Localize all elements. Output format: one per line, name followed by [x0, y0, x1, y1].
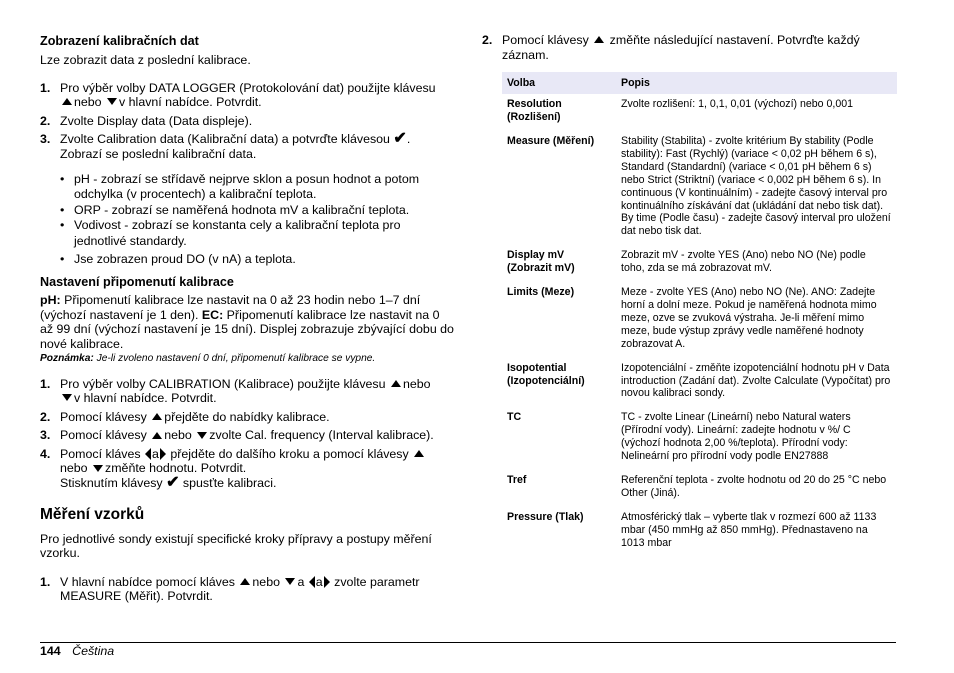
- bullet-list: [40, 172, 455, 268]
- footer-divider: [40, 642, 896, 643]
- table-row: [502, 94, 897, 131]
- right-column: [482, 33, 898, 556]
- step-item: 2. Pomocí klávesy změňte následující nastavení. Potvrďte každý záznam.: [482, 33, 860, 62]
- up-arrow-icon: [594, 36, 604, 43]
- step-item: 2. Pomocí klávesy přejděte do nabídky kalibrace.: [40, 409, 330, 424]
- checkmark-icon: ✔: [166, 474, 180, 492]
- right-arrow-icon: [160, 448, 166, 460]
- table-cell-option: TC: [507, 411, 522, 424]
- table-cell-option: Resolution (Rozlišení): [507, 98, 562, 124]
- table-cell-description: Meze - zvolte YES (Ano) nebo NO (Ne). ANO: Zadejte horní a dolní meze. Pokud je naměřená hodnota mimo meze, ozve se zvuková výstraha. Je-li měření mimo meze, bude výstup zprávy vedle naměřené hodnoty zobrazovat A.: [621, 286, 877, 350]
- table-row: [502, 131, 897, 245]
- steps-measurement: [40, 575, 455, 604]
- down-arrow-icon: [285, 578, 295, 585]
- checkmark-icon: ✔: [393, 130, 407, 148]
- table-row: [502, 507, 897, 557]
- step-item: 1. Pro výběr volby DATA LOGGER (Protokolování dat) použijte klávesu nebo v hlavní nabídce. Potvrdit.: [40, 80, 436, 110]
- table-row: [502, 245, 897, 282]
- section-intro: Lze zobrazit data z poslední kalibrace.: [40, 53, 251, 67]
- left-arrow-icon: [145, 448, 151, 460]
- left-arrow-icon: [309, 576, 315, 588]
- table-cell-description: Zobrazit mV - zvolte YES (Ano) nebo NO (Ne) podle toho, zda se má zobrazovat mV.: [621, 249, 866, 275]
- note: Poznámka: Je-li zvoleno nastavení 0 dní, připomenutí kalibrace se vypne.: [40, 352, 376, 364]
- step-item: 1. Pro výběr volby CALIBRATION (Kalibrace) použijte klávesu nebo v hlavní nabídce. Potvrdit.: [40, 376, 431, 406]
- table-cell-description: Zvolte rozlišení: 1, 0,1, 0,01 (výchozí) nebo 0,001: [621, 98, 854, 111]
- table-cell-option: Isopotential (Izopotenciální): [507, 361, 585, 387]
- table-row: [502, 407, 897, 470]
- table-header-cell: Volba: [502, 72, 616, 94]
- up-arrow-icon: [414, 450, 424, 457]
- table-cell-option: Pressure (Tlak): [507, 510, 584, 523]
- steps-settings: [482, 33, 898, 62]
- table-cell-description: Stability (Stabilita) - zvolte kritérium By stability (Podle stability): Fast (Rychlý) (variace < 0,02 pH během 6 s), Standard (Standardní) (variace < 0,01 pH během 6 s) nebo Strict (Striktní) (variace < 0,002 pH během 6 s). In continuous (V kontinuálním) - zadejte časový interval pro kontinuálního získávání dat (ukládání dat nebo tisk dat). By time (Podle času) - zadejte časový interval pro uložení dat nebo tisk dat.: [621, 135, 891, 238]
- down-arrow-icon: [62, 394, 72, 401]
- section-title-calibration-data: Zobrazení kalibračních dat: [40, 34, 199, 48]
- right-arrow-icon: [324, 576, 330, 588]
- up-arrow-icon: [152, 432, 162, 439]
- table-row: [502, 358, 897, 408]
- up-arrow-icon: [62, 98, 72, 105]
- table-row: [502, 282, 897, 358]
- measurement-intro: Pro jednotlivé sondy existují specifické kroky přípravy a postupy měření vzorku.: [40, 531, 432, 561]
- steps-reminder: [40, 377, 455, 491]
- step-item: 4. Pomocí kláves a přejděte do dalšího kroku a pomocí klávesy nebo změňte hodnotu. Potvrdit. Stisknutím klávesy ✔ spusťte kalibraci.: [40, 447, 455, 491]
- page-footer: [40, 644, 114, 658]
- list-item: • Jse zobrazen proud DO (v nA) a teplota.: [58, 252, 455, 268]
- step-item: 1. V hlavní nabídce pomocí kláves nebo a a zvolte parametr MEASURE (Měřit). Potvrdit.: [40, 574, 420, 604]
- up-arrow-icon: [152, 413, 162, 420]
- settings-table: [502, 72, 897, 556]
- up-arrow-icon: [391, 380, 401, 387]
- step-item: 3. Zvolte Calibration data (Kalibrační data) a potvrďte klávesou ✔. Zobrazí se poslední kalibrační data.: [40, 130, 411, 161]
- list-item: • Vodivost - zobrazí se konstanta cely a kalibrační teplota pro jednotlivé standardy.: [58, 218, 455, 249]
- list-item: • ORP - zobrazí se naměřená hodnota mV a kalibrační teplota.: [58, 203, 455, 219]
- table-cell-option: Measure (Měření): [507, 135, 595, 147]
- reminder-text: pH: Připomenutí kalibrace lze nastavit na 0 až 23 hodin nebo 1–7 dní (výchozí nastavení je 1 den). EC: Připomenutí kalibrace lze nastavit na 0 až 99 dní (výchozí nastavení je 15 dní). Displej zobrazuje zbývající dobu do nové kalibrace.: [40, 293, 454, 351]
- steps-calibration-data: [40, 81, 455, 162]
- table-cell-description: Izopotenciální - změňte izopotenciální hodnotu pH v Data introduction (Zadání dat). Zvolte Calculate (Vypočítat) pro novou kalibraci sondy.: [621, 361, 891, 400]
- down-arrow-icon: [93, 465, 103, 472]
- table-cell-option: Limits (Meze): [507, 286, 575, 299]
- table-cell-description: Atmosférický tlak – vyberte tlak v rozmezí 600 až 1133 mbar (450 mmHg až 850 mmHg). Přednastaveno na 1013 mbar: [621, 510, 877, 549]
- down-arrow-icon: [107, 98, 117, 105]
- table-header-row: [502, 72, 897, 94]
- page-number: 144: [40, 644, 61, 658]
- table-cell-description: TC - zvolte Linear (Lineární) nebo Natural waters (Přírodní vody). Lineární: zadejte hodnotu v %/ C (výchozí hodnota 2,00 %/teplota). Přírodní vody: Nelineární pro přírodní vody podle EN27888: [621, 411, 851, 463]
- left-column: [40, 34, 455, 604]
- section-title-measurement: Měření vzorků: [40, 505, 145, 523]
- table-header-cell: Popis: [616, 72, 897, 94]
- step-item: 3. Pomocí klávesy nebo zvolte Cal. frequency (Interval kalibrace).: [40, 428, 434, 443]
- table-cell-option: Display mV (Zobrazit mV): [507, 249, 575, 275]
- step-item: 2. Zvolte Display data (Data displeje).: [40, 113, 253, 128]
- section-title-reminder: Nastavení připomenutí kalibrace: [40, 275, 234, 290]
- down-arrow-icon: [197, 432, 207, 439]
- up-arrow-icon: [240, 578, 250, 585]
- table-cell-option: Tref: [507, 473, 527, 486]
- table-cell-description: Referenční teplota - zvolte hodnotu od 20 do 25 °C nebo Other (Jiná).: [621, 473, 887, 499]
- footer-language: Čeština: [72, 644, 115, 658]
- table-row: [502, 470, 897, 507]
- list-item: • pH - zobrazí se střídavě nejprve sklon a posun hodnot a potom odchylka (v procentech) a kalibrační teplota.: [58, 172, 455, 203]
